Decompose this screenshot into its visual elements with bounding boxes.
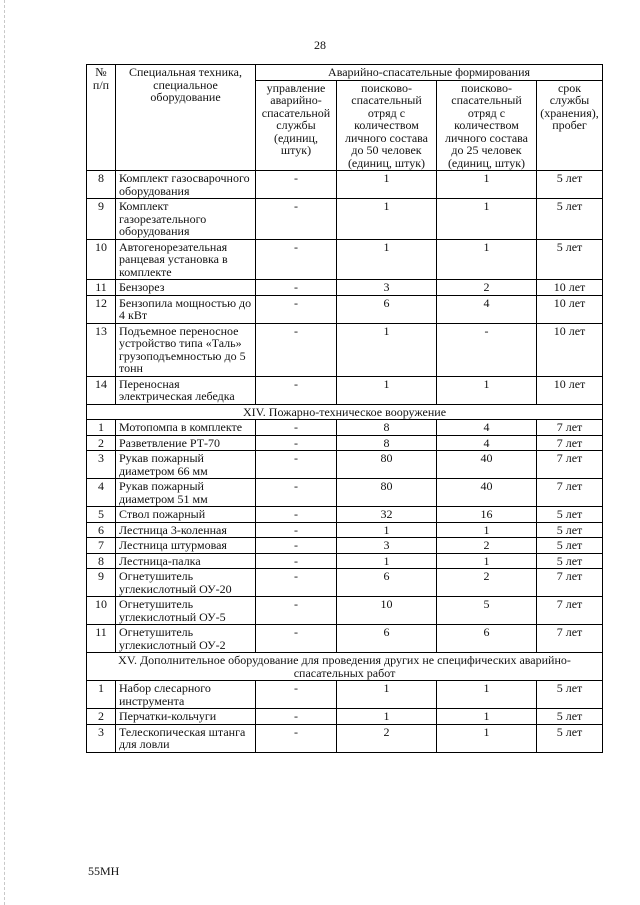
cell-squad-50: 1 (337, 376, 437, 404)
cell-squad-50: 1 (337, 553, 437, 569)
table-row (87, 522, 603, 538)
cell-squad-50: 8 (337, 420, 437, 436)
cell-squad-50: 1 (337, 239, 437, 280)
equipment-name: Перчатки-кольчуги (116, 709, 256, 725)
cell-squad-25: 1 (437, 522, 537, 538)
table-row (87, 280, 603, 296)
row-number: 12 (87, 295, 116, 323)
header-equipment: Специальная техника, специальное оборудование (116, 65, 256, 171)
cell-squad-25: 1 (437, 199, 537, 240)
cell-management-service: - (256, 280, 337, 296)
table-row (87, 681, 603, 709)
cell-squad-25: 4 (437, 295, 537, 323)
cell-service-life: 7 лет (537, 435, 603, 451)
footer-code: 55МН (88, 864, 120, 878)
cell-squad-25: 40 (437, 451, 537, 479)
cell-management-service: - (256, 507, 337, 523)
cell-service-life: 5 лет (537, 538, 603, 554)
equipment-name: Подъемное переносное устройство типа «Таль» грузоподъемностью до 5 тонн (116, 323, 256, 376)
equipment-name: Рукав пожарный диаметром 66 мм (116, 451, 256, 479)
table-row (87, 507, 603, 523)
table-row (87, 435, 603, 451)
row-number: 7 (87, 538, 116, 554)
row-number: 8 (87, 553, 116, 569)
cell-squad-50: 3 (337, 538, 437, 554)
equipment-name: Мотопомпа в комплекте (116, 420, 256, 436)
cell-management-service: - (256, 597, 337, 625)
cell-squad-50: 2 (337, 724, 437, 752)
row-number: 2 (87, 435, 116, 451)
cell-squad-50: 1 (337, 171, 437, 199)
row-number: 14 (87, 376, 116, 404)
equipment-name: Набор слесарного инструмента (116, 681, 256, 709)
header-group: Аварийно-спасательные формирования (256, 65, 603, 81)
cell-management-service: - (256, 479, 337, 507)
table-row (87, 420, 603, 436)
header-management-service: управление аварийно-спасательной службы (единиц, штук) (256, 80, 337, 171)
header-num: № п/п (87, 65, 116, 171)
section-header-row (87, 653, 603, 681)
cell-management-service: - (256, 376, 337, 404)
table-row (87, 376, 603, 404)
cell-service-life: 5 лет (537, 171, 603, 199)
cell-management-service: - (256, 681, 337, 709)
cell-service-life: 7 лет (537, 569, 603, 597)
equipment-name: Разветвление РТ-70 (116, 435, 256, 451)
table-row (87, 538, 603, 554)
cell-service-life: 10 лет (537, 280, 603, 296)
equipment-name: Рукав пожарный диаметром 51 мм (116, 479, 256, 507)
cell-service-life: 10 лет (537, 295, 603, 323)
cell-service-life: 7 лет (537, 625, 603, 653)
cell-service-life: 10 лет (537, 323, 603, 376)
cell-squad-50: 8 (337, 435, 437, 451)
cell-squad-50: 32 (337, 507, 437, 523)
row-number: 10 (87, 597, 116, 625)
cell-squad-50: 1 (337, 709, 437, 725)
table-row (87, 239, 603, 280)
table-row (87, 171, 603, 199)
equipment-name: Огнетушитель углекислотный ОУ-2 (116, 625, 256, 653)
row-number: 1 (87, 420, 116, 436)
cell-squad-25: 2 (437, 538, 537, 554)
row-number: 3 (87, 724, 116, 752)
cell-squad-50: 6 (337, 625, 437, 653)
table-row (87, 295, 603, 323)
cell-management-service: - (256, 538, 337, 554)
row-number: 13 (87, 323, 116, 376)
equipment-name: Лестница 3-коленная (116, 522, 256, 538)
cell-squad-50: 10 (337, 597, 437, 625)
cell-service-life: 10 лет (537, 376, 603, 404)
equipment-name: Огнетушитель углекислотный ОУ-20 (116, 569, 256, 597)
table-row (87, 709, 603, 725)
cell-squad-50: 6 (337, 295, 437, 323)
table-header (87, 65, 603, 171)
cell-service-life: 5 лет (537, 239, 603, 280)
equipment-name: Ствол пожарный (116, 507, 256, 523)
row-number: 11 (87, 625, 116, 653)
equipment-name: Комплект газорезательного оборудования (116, 199, 256, 240)
scan-edge-line (4, 0, 5, 905)
row-number: 4 (87, 479, 116, 507)
table-row (87, 625, 603, 653)
table-row (87, 479, 603, 507)
cell-squad-50: 6 (337, 569, 437, 597)
section-header-row (87, 404, 603, 420)
section-title: XV. Дополнительное оборудование для проведения других не специфических аварийно-спасательных работ (87, 653, 603, 681)
header-squad-25: поисково-спасательный отряд с количеством личного состава до 25 человек (единиц, штук) (437, 80, 537, 171)
cell-management-service: - (256, 420, 337, 436)
cell-management-service: - (256, 435, 337, 451)
cell-squad-25: 1 (437, 239, 537, 280)
page-number: 28 (314, 38, 326, 52)
cell-management-service: - (256, 171, 337, 199)
table-row (87, 323, 603, 376)
equipment-name: Телескопическая штанга для ловли (116, 724, 256, 752)
row-number: 9 (87, 199, 116, 240)
cell-squad-25: 2 (437, 280, 537, 296)
cell-squad-25: 1 (437, 709, 537, 725)
row-number: 1 (87, 681, 116, 709)
cell-squad-25: 1 (437, 724, 537, 752)
section-title: XIV. Пожарно-техническое вооружение (87, 404, 603, 420)
row-number: 5 (87, 507, 116, 523)
cell-squad-25: 40 (437, 479, 537, 507)
header-service-life: срок службы (хранения), пробег (537, 80, 603, 171)
table-row (87, 451, 603, 479)
equipment-name: Лестница-палка (116, 553, 256, 569)
equipment-name: Автогенорезательная ранцевая установка в комплекте (116, 239, 256, 280)
table-row (87, 199, 603, 240)
cell-service-life: 5 лет (537, 507, 603, 523)
cell-service-life: 7 лет (537, 479, 603, 507)
cell-squad-25: 1 (437, 681, 537, 709)
cell-service-life: 7 лет (537, 597, 603, 625)
equipment-name: Огнетушитель углекислотный ОУ-5 (116, 597, 256, 625)
cell-squad-25: 5 (437, 597, 537, 625)
row-number: 9 (87, 569, 116, 597)
cell-squad-25: 4 (437, 435, 537, 451)
row-number: 11 (87, 280, 116, 296)
cell-squad-25: 6 (437, 625, 537, 653)
cell-squad-25: 1 (437, 171, 537, 199)
row-number: 3 (87, 451, 116, 479)
table-row (87, 724, 603, 752)
cell-management-service: - (256, 451, 337, 479)
cell-service-life: 5 лет (537, 553, 603, 569)
cell-squad-25: - (437, 323, 537, 376)
cell-squad-25: 1 (437, 553, 537, 569)
cell-service-life: 7 лет (537, 451, 603, 479)
equipment-name: Бензорез (116, 280, 256, 296)
row-number: 6 (87, 522, 116, 538)
cell-management-service: - (256, 553, 337, 569)
cell-squad-25: 1 (437, 376, 537, 404)
equipment-table (86, 64, 603, 753)
cell-service-life: 5 лет (537, 199, 603, 240)
cell-squad-25: 4 (437, 420, 537, 436)
cell-service-life: 5 лет (537, 681, 603, 709)
cell-service-life: 7 лет (537, 420, 603, 436)
equipment-name: Переносная электрическая лебедка (116, 376, 256, 404)
table-body (87, 171, 603, 753)
table-row (87, 569, 603, 597)
row-number: 2 (87, 709, 116, 725)
cell-squad-50: 80 (337, 479, 437, 507)
cell-management-service: - (256, 323, 337, 376)
cell-management-service: - (256, 199, 337, 240)
cell-squad-25: 2 (437, 569, 537, 597)
cell-service-life: 5 лет (537, 709, 603, 725)
cell-squad-50: 1 (337, 199, 437, 240)
equipment-name: Бензопила мощностью до 4 кВт (116, 295, 256, 323)
cell-service-life: 5 лет (537, 724, 603, 752)
table-row (87, 597, 603, 625)
equipment-name: Лестница штурмовая (116, 538, 256, 554)
cell-squad-25: 16 (437, 507, 537, 523)
row-number: 10 (87, 239, 116, 280)
cell-management-service: - (256, 522, 337, 538)
header-squad-50: поисково-спасательный отряд с количеством личного состава до 50 человек (единиц, штук) (337, 80, 437, 171)
equipment-name: Комплект газосварочного оборудования (116, 171, 256, 199)
cell-squad-50: 1 (337, 681, 437, 709)
cell-management-service: - (256, 295, 337, 323)
cell-squad-50: 1 (337, 522, 437, 538)
cell-squad-50: 3 (337, 280, 437, 296)
cell-management-service: - (256, 709, 337, 725)
cell-management-service: - (256, 625, 337, 653)
cell-management-service: - (256, 724, 337, 752)
cell-squad-50: 1 (337, 323, 437, 376)
table-row (87, 553, 603, 569)
row-number: 8 (87, 171, 116, 199)
cell-squad-50: 80 (337, 451, 437, 479)
cell-management-service: - (256, 239, 337, 280)
cell-management-service: - (256, 569, 337, 597)
cell-service-life: 5 лет (537, 522, 603, 538)
